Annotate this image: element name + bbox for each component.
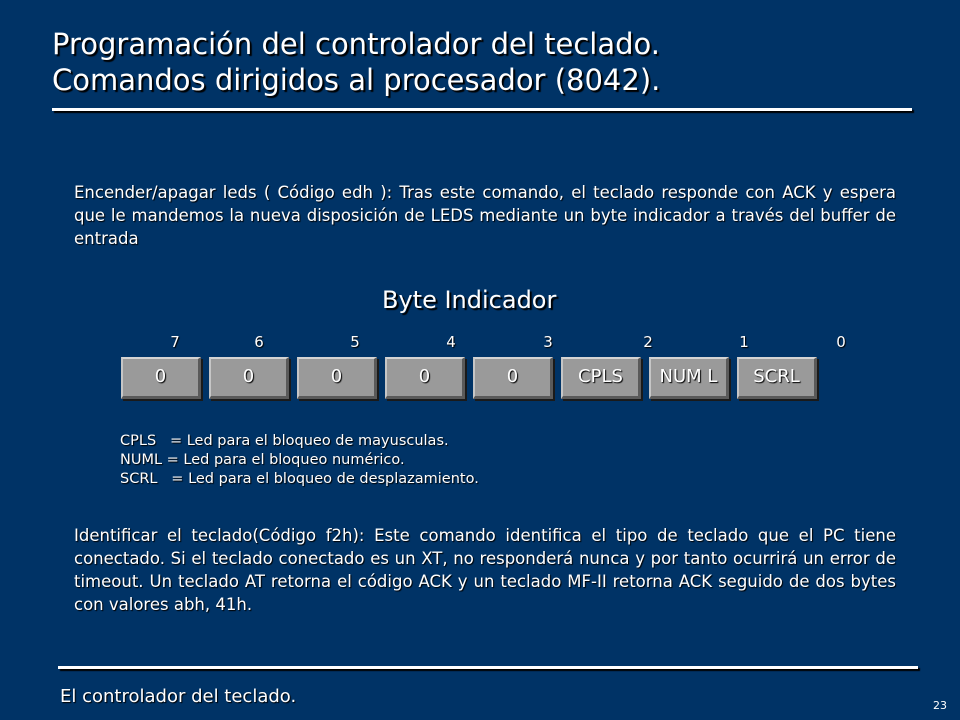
- bit-number-7: 7: [170, 333, 180, 351]
- byte-cell-bit-6: [209, 357, 289, 399]
- byte-cell-bit-4-value: 0: [418, 366, 431, 387]
- byte-cell-bit-1-value: NUM L: [659, 366, 718, 387]
- bit-number-6: 6: [254, 333, 264, 351]
- leds-command-description: Encender/apagar leds ( Código edh ): Tras este comando, el teclado responde con ACK y espera que le mandemos la nueva disposición de LEDS mediante un byte indicador a través del buffer de entrada: [74, 183, 896, 248]
- byte-indicator-legend: [120, 432, 479, 489]
- byte-cell-bit-1-numl: [649, 357, 729, 399]
- byte-cell-bit-2-value: CPLS: [578, 366, 623, 387]
- byte-cell-bit-5: [297, 357, 377, 399]
- bit-number-5: 5: [350, 333, 360, 351]
- slide-title: [52, 26, 932, 98]
- byte-cell-bit-7-value: 0: [154, 366, 167, 387]
- slide-title-line-2: Comandos dirigidos al procesador (8042).: [52, 63, 661, 97]
- identify-keyboard-description: Identificar el teclado(Código f2h): Este comando identifica el tipo de teclado que el PC tiene conectado. Si el teclado conectado es un XT, no responderá nunca y por tanto ocurrirá un error de timeout. Un teclado AT retorna el código ACK y un teclado MF-II retorna ACK seguido de dos bytes con valores abh, 41h.: [74, 526, 896, 614]
- bit-number-3: 3: [543, 333, 553, 351]
- bit-number-4: 4: [446, 333, 456, 351]
- bit-number-1: 1: [739, 333, 749, 351]
- bit-number-0: 0: [836, 333, 846, 351]
- byte-indicator-title: Byte Indicador: [382, 286, 557, 314]
- byte-cell-bit-4: [385, 357, 465, 399]
- byte-cell-bit-7: [121, 357, 201, 399]
- byte-cell-bit-2-cpls: [561, 357, 641, 399]
- legend-scrl: SCRL = Led para el bloqueo de desplazamiento.: [120, 471, 479, 487]
- footer-text: El controlador del teclado.: [60, 686, 297, 707]
- byte-cell-bit-5-value: 0: [330, 366, 343, 387]
- page-number: 23: [933, 699, 947, 712]
- title-divider: [52, 108, 912, 111]
- legend-numl: NUML = Led para el bloqueo numérico.: [120, 452, 405, 468]
- byte-cell-bit-3-value: 0: [506, 366, 519, 387]
- byte-cell-bit-0-value: SCRL: [753, 366, 800, 387]
- slide-title-line-1: Programación del controlador del teclado.: [52, 27, 660, 61]
- byte-cell-bit-0-scrl: [737, 357, 817, 399]
- legend-cpls: CPLS = Led para el bloqueo de mayusculas.: [120, 433, 449, 449]
- byte-cell-bit-3: [473, 357, 553, 399]
- footer-divider: [58, 666, 918, 669]
- byte-cell-bit-6-value: 0: [242, 366, 255, 387]
- bit-number-2: 2: [643, 333, 653, 351]
